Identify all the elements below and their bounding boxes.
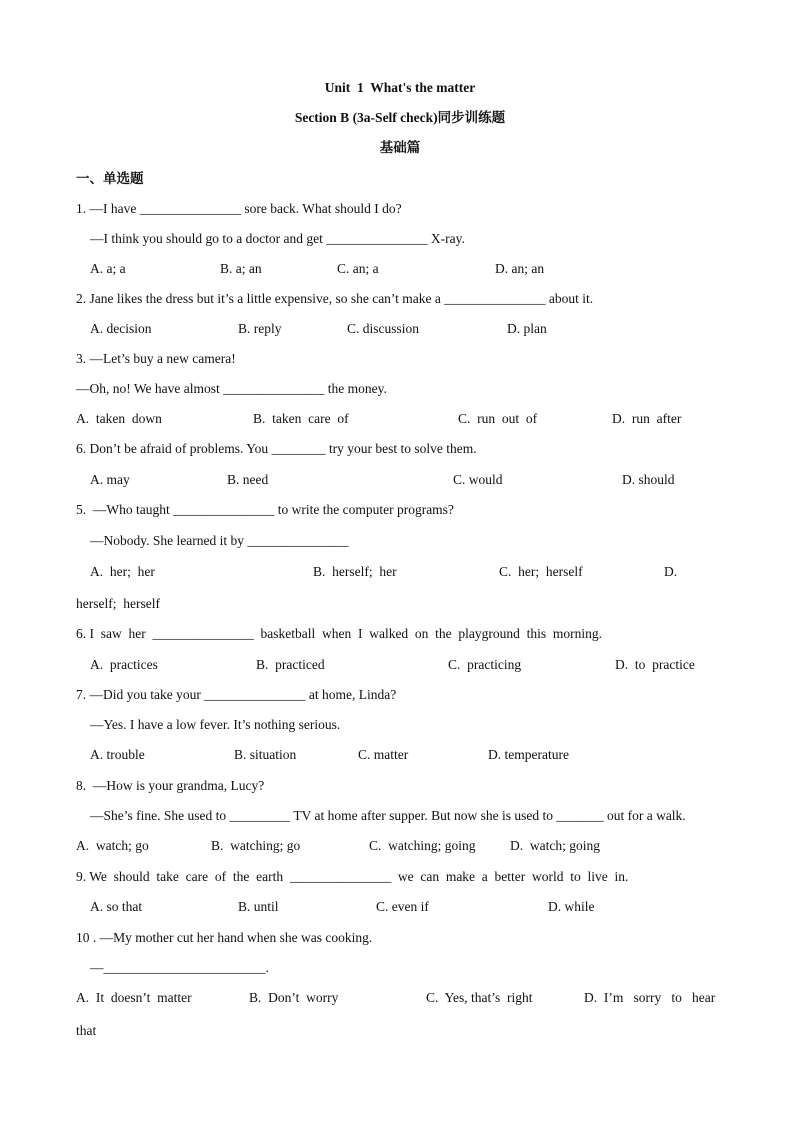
option-d: D. I’m sorry to hear: [584, 990, 716, 1005]
option-d: D. to practice: [615, 657, 695, 672]
question-text: —I think you should go to a doctor and get _______________ X-ray.: [90, 231, 465, 246]
question-text: 9. We should take care of the earth _______________ we can make a better world to live in.: [76, 869, 629, 884]
option-a: A. taken down: [76, 411, 162, 426]
option-d: D. while: [548, 899, 595, 914]
question-text: 7. —Did you take your _______________ at home, Linda?: [76, 687, 397, 702]
option-b: B. situation: [234, 747, 297, 762]
option-a: A. a; a: [90, 261, 126, 276]
option-a: A. may: [90, 472, 130, 487]
question-text: 5. —Who taught _______________ to write the computer programs?: [76, 502, 454, 517]
question-text: 6. I saw her _______________ basketball when I walked on the playground this morning.: [76, 626, 603, 641]
option-a: A. her; her: [90, 564, 155, 579]
option-d: D. plan: [507, 321, 547, 336]
question-text: 2. Jane likes the dress but it’s a little expensive, so she can’t make a _______________ about it.: [76, 291, 594, 306]
option-c: C. discussion: [347, 321, 420, 336]
level-label: 基础篇: [379, 140, 421, 155]
option-b: B. practiced: [256, 657, 325, 672]
option-a: A. trouble: [90, 747, 145, 762]
option-b: B. until: [238, 899, 279, 914]
question-text: 1. —I have _______________ sore back. What should I do?: [76, 201, 402, 216]
option-c: C. run out of: [458, 411, 538, 426]
option-a: A. watch; go: [76, 838, 149, 853]
option-c: C. would: [453, 472, 503, 487]
question-text: —Nobody. She learned it by _______________: [90, 533, 349, 548]
question-text: 6. Don’t be afraid of problems. You ________ try your best to solve them.: [76, 441, 477, 456]
option-c: C. Yes, that’s right: [426, 990, 533, 1005]
title: Unit 1 What's the matter: [324, 80, 476, 95]
option-d: D. temperature: [488, 747, 569, 762]
option-c: C. watching; going: [369, 838, 476, 853]
option-d-continued: herself; herself: [76, 596, 160, 611]
subtitle: Section B (3a-Self check)同步训练题: [294, 110, 506, 125]
option-b: B. herself; her: [313, 564, 397, 579]
option-a: A. so that: [90, 899, 143, 914]
option-d: D. should: [622, 472, 675, 487]
question-text: —Oh, no! We have almost _______________ the money.: [76, 381, 387, 396]
option-c: C. matter: [358, 747, 409, 762]
question-text: —Yes. I have a low fever. It’s nothing serious.: [90, 717, 341, 732]
question-text: 10 . —My mother cut her hand when she was cooking.: [76, 930, 373, 945]
option-a: A. It doesn’t matter: [76, 990, 192, 1005]
option-b: B. taken care of: [253, 411, 349, 426]
option-b: B. need: [227, 472, 269, 487]
option-c: C. an; a: [337, 261, 379, 276]
option-b: B. Don’t worry: [249, 990, 339, 1005]
option-d-continued: that: [76, 1023, 97, 1038]
question-text: 3. —Let’s buy a new camera!: [76, 351, 236, 366]
option-d: D. an; an: [495, 261, 545, 276]
option-d: D. watch; going: [510, 838, 600, 853]
option-b: B. a; an: [220, 261, 262, 276]
option-d: D.: [664, 564, 678, 579]
option-c: C. her; herself: [499, 564, 583, 579]
option-c: C. practicing: [448, 657, 522, 672]
question-text: —________________________.: [90, 960, 269, 975]
question-text: —She’s fine. She used to _________ TV at home after supper. But now she is used to _______ out for a walk.: [90, 808, 686, 823]
option-b: B. watching; go: [211, 838, 301, 853]
option-d: D. run after: [612, 411, 682, 426]
option-b: B. reply: [238, 321, 282, 336]
option-a: A. decision: [90, 321, 152, 336]
option-a: A. practices: [90, 657, 158, 672]
option-c: C. even if: [376, 899, 429, 914]
question-text: 8. —How is your grandma, Lucy?: [76, 778, 265, 793]
section-heading: 一、单选题: [76, 171, 144, 186]
